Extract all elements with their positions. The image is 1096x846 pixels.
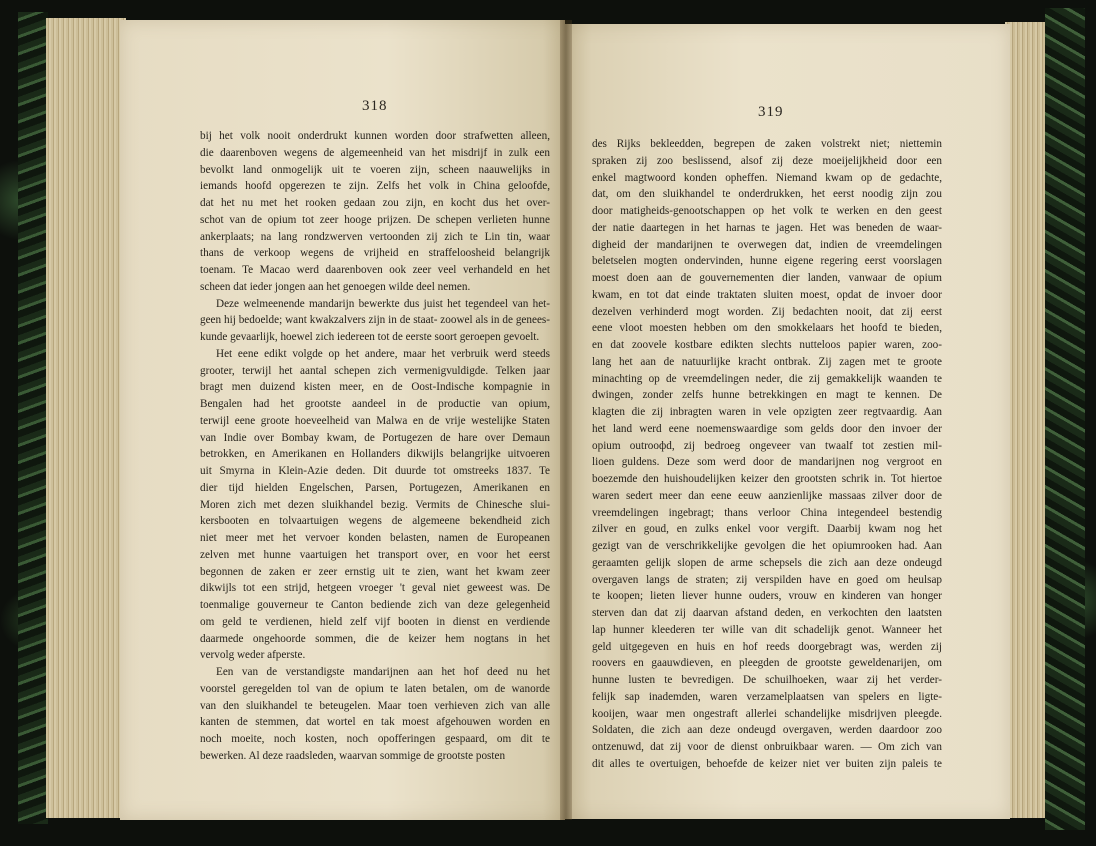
text-line: lioen guldens. Deze som werd door de mandarijnen nog vergroot en [592,456,942,469]
text-line: terwijl eene groote hoeveelheid van Malwa en de vrije westelijke Staten [200,414,550,427]
text-line: vervolg weder afperste. [200,649,306,662]
book-cover-left [18,12,48,824]
text-line: moest doen aan de gouvernementen dier landen, vanwaar de opium [592,272,942,284]
text-line: bragt men duizend kisten meer, en de Oost-Indische kompagnie in [200,381,550,394]
text-line: om geld te verdienen, hield zelf vijf booten in dienst en verdiende [200,615,550,628]
text-line: spraken zij zoo beslissend, alsof zij deze moeijelijkheid door een [592,154,942,167]
text-line: grooter, terwijl het aantal schepen zich vermenigvuldigde. Telken jaar [200,364,550,377]
text-line: dwingen, zonder zelfs hunne betrekkingen en magt te kennen. De [592,389,942,402]
page-edges-right [1005,22,1045,818]
text-line: noch moeite, noch kosten, noch opofferingen gespaard, om dit te [200,733,550,745]
text-line: en dat zoovele kostbare edikten slechts nutteloos papier waren, zoo- [592,339,942,351]
text-line: boezemde den huishoudelijken keizer den grootsten schrik in. Tot hiertoe [592,473,942,485]
text-line: niet meer met het vervoer konden belasten, namen de Europeanen [200,532,550,544]
left-page-number: 318 [362,98,388,114]
right-page-number: 319 [758,104,784,120]
text-line: dikwijls tot een strijd, hetgeen vroeger 't geval niet geweest was. De [200,582,550,595]
text-line: kanten de stemmen, dat wortel en tak moest afgehouwen worden en [200,716,550,729]
text-line: geld uitgegeven en huis en hof reeds doorgebragt was, werden zij [592,640,942,653]
text-line: voorstel geregelden tol van de opium te laten betalen, om de wanorde [200,682,550,695]
text-line: begonnen de zaken er zeer ernstig uit te zien, want het kwam zeer [200,565,550,578]
text-line: lap hunner kleederen ter wille van dit schadelijk genot. Wanneer het [592,623,942,636]
text-line: Bengalen had het grootste aandeel in de productie van opium, [200,398,550,410]
text-line: te koopen; lieten liever hunne ouders, vrouw en kinderen van honger [592,590,942,603]
text-line: van den sluikhandel te beteugelen. Maar toen verhieven zich van alle [200,699,550,712]
text-line: Soldaten, die zich aan deze ondeugd overgaven, werden daardoor zoo [592,724,942,737]
book-cover-right [1045,8,1085,830]
text-line: dat, om den sluikhandel te onderdrukken, het eerst noodig zijn zou [592,188,942,201]
text-line: enkel magtwoord konden opheffen. Niemand kwam op de gedachte, [592,171,942,184]
page-edges-left [46,18,126,818]
text-line: kersbooten en tolvaartuigen wegens de algemeene bekendheid zich [200,515,550,528]
text-line: door matigheids-genootschappen op het volk te werken en den geest [592,205,942,217]
text-line: klagten die zij inbragten waren in vele opzigten zeer regtvaardig. Aan [592,406,942,418]
text-line: die daarenboven wegens de algemeenheid van het misdrijf in zulk een [200,146,550,159]
text-line: zilver en goud, en zulks enkel voor vergift. Daarbij kwam nog het [592,523,942,536]
text-line: minachting op de vreemdelingen neder, die zij gemakkelijk waanden te [592,372,942,385]
text-line: hunne lusten te bevredigen. De schuilhoeken, waar zij het verder- [592,674,942,686]
text-line: Moren zich met dezen sluikhandel bezig. Vermits de Chinesche slui- [200,498,550,511]
text-line: bevolkt land onmogelijk uit te voeren zijn, scheen naauwelijks in [200,163,550,176]
text-line: dat het nu met het rooken gedaan zou zijn, en kocht dus het over- [200,197,550,209]
text-line: ankerplaats; na lang rondzwerven vertoonden zij zich te Lin tin, waar [200,230,550,243]
text-line: dit alles te overtuigen, behoefde de keizer niet ver buiten zijn paleis te [592,757,942,770]
text-line: Het eene edikt volgde op het andere, maar het verbruik werd steeds [216,347,550,360]
text-line: overgaven langs de straten; zij verspilden have en goed om heulsap [592,573,942,586]
text-line: vreemdelingen ingebragt; thans verloor China integendeel bestendig [592,506,942,519]
left-page-text [200,128,550,765]
text-line: sterven dan dat zij daarvan afstand deden, en verkochten den laatsten [592,607,942,619]
text-line: roovers en gaauwdieven, en pleegden de grootste geweldenarijen, om [592,657,942,670]
text-line: des Rijks bekleedden, begrepen de zaken volstrekt niet; niettemin [592,138,942,150]
text-line: kunde gevaarlijk, hoewel zich iedereen tot de eerste soort geroepen gevoelt. [200,331,540,343]
text-line: lang het aan de natuurlijke kracht ontbrak. Zij zagen met te groote [592,355,942,368]
text-line: dezelven verhinderd mogt worden. Zij bedachten nooit, dat zij eerst [592,305,942,318]
text-line: schot van de opium tot zeer hooge prijzen. De schepen verlieten hunne [200,213,550,226]
text-line: toenmalige gouverneur te Canton bediende zich van deze gelegenheid [200,599,550,611]
text-line: Deze welmeenende mandarijn bewerkte dus juist het tegendeel van het- [216,297,550,310]
text-line: daarmede ongehoorde sommen, die de keizer hem nogtans in het [200,632,550,645]
text-line: ontzenuwd, dat zij voor de dienst onbruikbaar waren. — Om zich van [592,741,942,753]
text-line: toenam. Te Macao werd daarenboven ook zeer veel verhandeld en het [200,264,550,276]
text-line: opium outrooфd, zij bedroeg ongeveer van twaalf tot zestien mil- [592,439,942,452]
text-line: felijk sap inademden, waren verzamelplaatsen van spelers en ligte- [592,690,942,703]
text-line: kwam, en tot dat einde traktaten sluiten moest, opdat de invoer door [592,288,942,301]
text-line: van Indie over Bombay kwam, de Portugezen de hare over Demaun [200,431,550,444]
right-page-text [592,136,942,773]
text-line: der natie daartegen in het harnas te jagen. Het was beneden de waar- [592,221,942,234]
text-line: thans de verkoop wegens de vrijheid en straffeloosheid belangrijk [200,247,550,260]
text-line: zelven met hunne vaartuigen het transport over, en voor het eerst [200,548,550,561]
text-line: beletselen mogten ondervinden, hunne eigene regering eerst voorslagen [592,255,942,268]
text-line: kooijen, waar men ongestraft allerlei schandelijke misdrijven pleegde. [592,707,942,720]
text-line: Een van de verstandigste mandarijnen aan het hof deed nu het [216,666,550,678]
text-line: scheen dat ieder jongen aan het genoegen wilde deel nemen. [200,280,471,293]
text-line: geraamten gelijk slopen de arme schepsels die zich aan deze ondeugd [592,556,942,569]
text-line: bij het volk nooit onderdrukt kunnen worden door strafwetten alleen, [200,130,550,142]
text-line: digheid der mandarijnen te overwegen dat, indien de vreemdelingen [592,238,942,251]
text-line: het land werd eene noemenswaardige som gelds door den invoer der [592,422,942,435]
text-line: betrokken, en Amerikanen en Hollanders dikwijls belangrijke uitvoeren [200,448,550,461]
text-line: bewerken. Al deze raadsleden, waarvan sommige de grootste posten [200,749,506,762]
text-line: gezigt van de verschrikkelijke gevolgen die het opiumrooken had. Aan [592,540,942,552]
text-line: iemands hoofd opgerezen te zijn. Zelfs het volk in China geloofde, [200,180,550,193]
text-line: eene vloot moesten hebben om den smokkelaars het hoofd te bieden, [592,322,942,335]
text-line: dier tijd hielden Engelschen, Parsen, Portugezen, Amerikanen en [200,481,550,494]
text-line: waren sedert meer dan eene eeuw aanzienlijke massaas zilver door de [592,489,942,502]
text-line: uit Smyrna in Klein-Azie deden. Dit duurde tot omstreeks 1837. Te [200,465,550,477]
book-gutter [560,20,572,820]
text-line: geen hij bedoelde; want kwakzalvers zijn in de staat- zoowel als in de genees- [200,314,550,327]
